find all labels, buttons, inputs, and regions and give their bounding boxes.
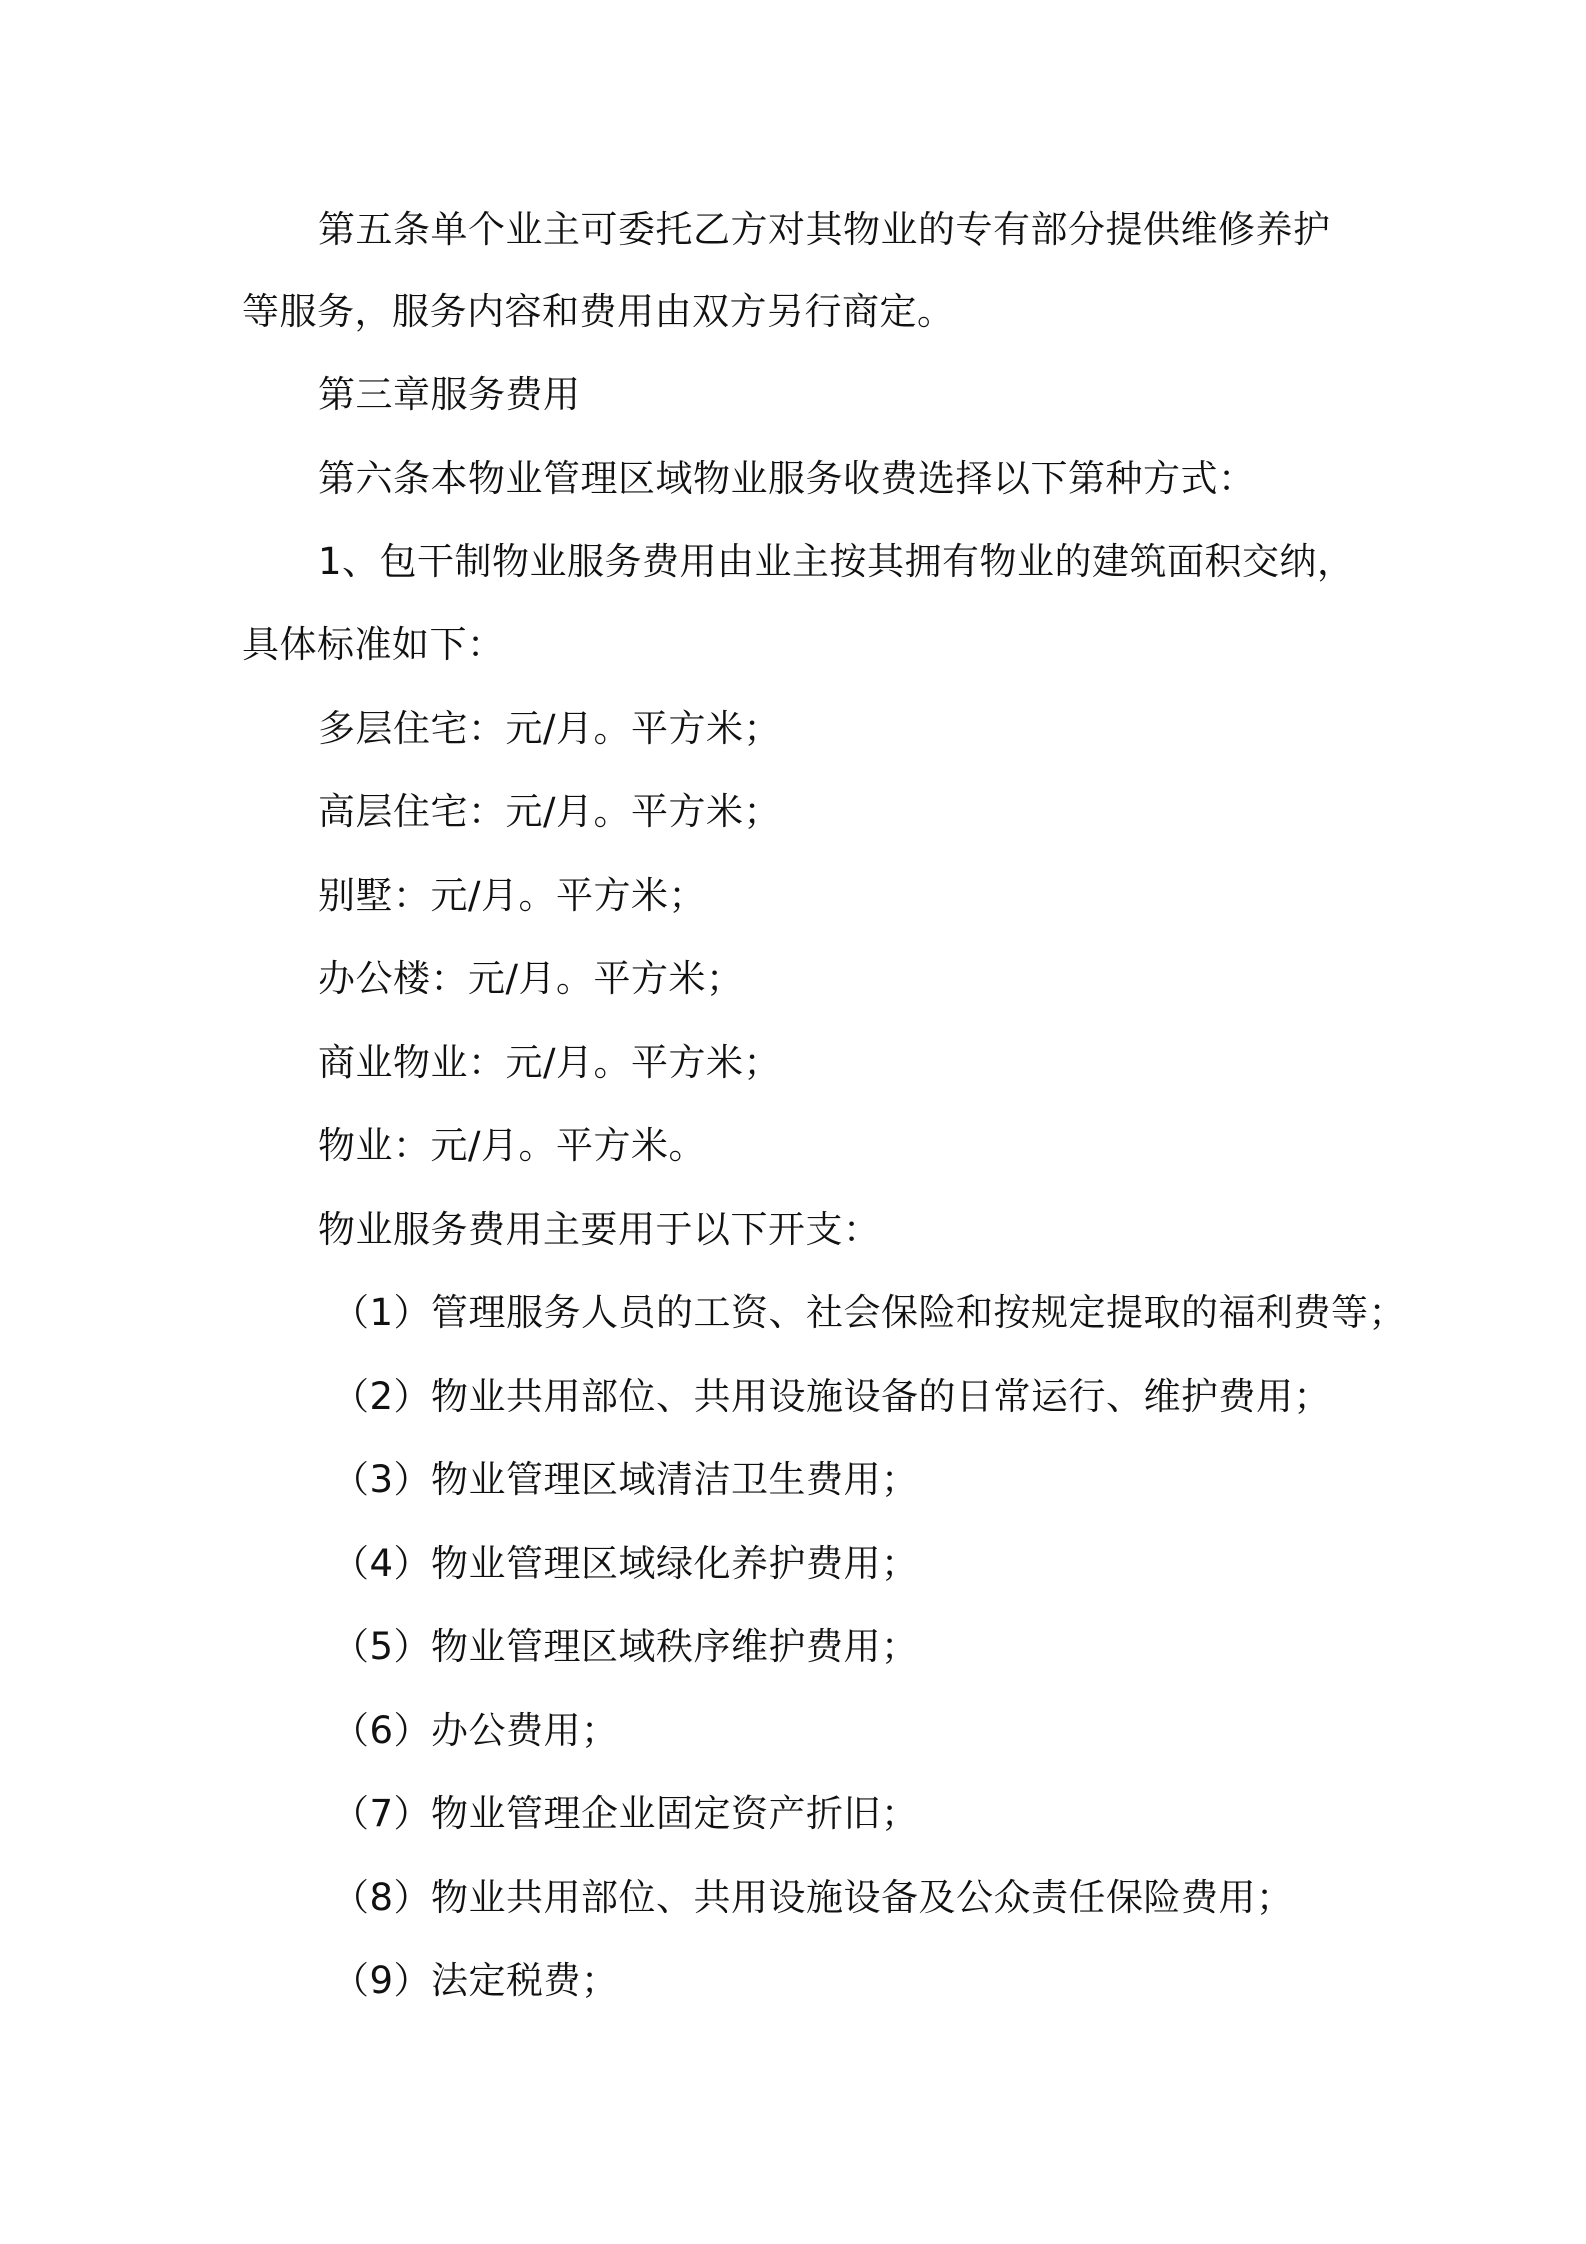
- article-6-line: 第六条本物业管理区域物业服务收费选择以下第种方式：: [318, 457, 1256, 500]
- rate-office: 办公楼：元/月。平方米；: [318, 957, 744, 1000]
- rate-other: 物业：元/月。平方米。: [318, 1124, 706, 1167]
- expenses-heading: 物业服务费用主要用于以下开支：: [318, 1208, 881, 1251]
- chapter-3-heading: 第三章服务费用: [318, 373, 581, 416]
- expense-item-5: （5）物业管理区域秩序维护费用；: [332, 1625, 919, 1668]
- rate-high-rise: 高层住宅：元/月。平方米；: [318, 790, 781, 833]
- rate-multi-storey: 多层住宅：元/月。平方米；: [318, 707, 781, 750]
- rate-villa: 别墅：元/月。平方米；: [318, 874, 706, 917]
- expense-item-6: （6）办公费用；: [332, 1709, 619, 1752]
- expense-item-7: （7）物业管理企业固定资产折旧；: [332, 1792, 919, 1835]
- expense-item-9: （9）法定税费；: [332, 1959, 619, 2002]
- clause-1-line-2: 具体标准如下：: [242, 623, 505, 666]
- expense-item-2: （2）物业共用部位、共用设施设备的日常运行、维护费用；: [332, 1375, 1332, 1418]
- expense-item-4: （4）物业管理区域绿化养护费用；: [332, 1542, 919, 1585]
- rate-commercial: 商业物业：元/月。平方米；: [318, 1041, 781, 1084]
- expense-item-1: （1）管理服务人员的工资、社会保险和按规定提取的福利费等；: [332, 1291, 1407, 1334]
- expense-item-8: （8）物业共用部位、共用设施设备及公众责任保险费用；: [332, 1876, 1294, 1919]
- expense-item-3: （3）物业管理区域清洁卫生费用；: [332, 1458, 919, 1501]
- article-5-line-1: 第五条单个业主可委托乙方对其物业的专有部分提供维修养护: [318, 208, 1331, 251]
- clause-1-line-1: 1、包干制物业服务费用由业主按其拥有物业的建筑面积交纳，: [318, 540, 1355, 583]
- article-5-line-2: 等服务，服务内容和费用由双方另行商定。: [242, 290, 955, 333]
